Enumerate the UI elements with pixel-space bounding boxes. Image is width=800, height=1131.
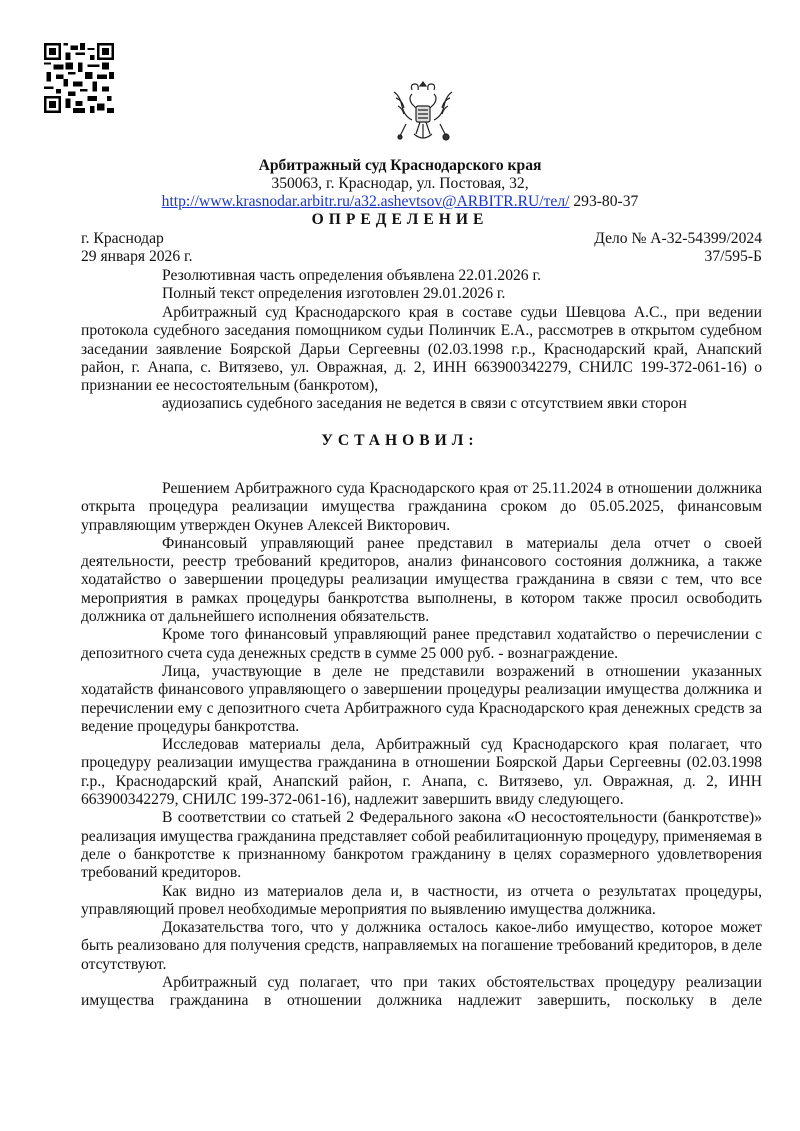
place-case-row bbox=[81, 230, 762, 248]
document-title: ОПРЕДЕЛЕНИЕ bbox=[311, 211, 489, 228]
intro-section bbox=[81, 304, 762, 395]
court-address: 350063, г. Краснодар, ул. Постовая, 32, bbox=[271, 175, 529, 192]
paragraph: Как видно из материалов дела и, в частности, из отчета о результатах процедуры, управляющий провел необходимые мероприятия по выявлению имущества должника. bbox=[81, 882, 762, 918]
document-date: 29 января 2026 г. bbox=[81, 248, 193, 265]
date-reg-row bbox=[81, 248, 762, 266]
resolution-announced: Резолютивная часть определения объявлена 22.01.2026 г. bbox=[162, 267, 542, 284]
established-heading: УСТАНОВИЛ: bbox=[321, 432, 479, 449]
paragraph: Доказательства того, что у должника осталось какое-либо имущество, которое может быть реализовано для получения средств, направляемых на погашение требований кредиторов, в деле отсутствуют. bbox=[81, 919, 762, 973]
registration-number: 37/595-Б bbox=[704, 248, 762, 265]
city: г. Краснодар bbox=[81, 230, 164, 247]
paragraph: Лица, участвующие в деле не представили возражений в отношении указанных ходатайств финансового управляющего о завершении процедуры реализации имущества должника и перечислении ему с депозитного счета Арбитражного суда Краснодарского края денежных средств за ведение процедуры банкротства. bbox=[81, 662, 762, 735]
audio-note: аудиозапись судебного заседания не ведется в связи с отсутствием явки сторон bbox=[162, 395, 687, 412]
paragraph: Арбитражный суд полагает, что при таких обстоятельствах процедуру реализации имущества гражданина в отношении должника надлежит завершить, поскольку в деле bbox=[81, 974, 762, 1010]
paragraph: Финансовый управляющий ранее представил в материалы дела отчет о своей деятельности, реестр требований кредиторов, анализ финансового состояния должника, а также ходатайство о завершении процедуры реализации имущества гражданина в связи с тем, что все мероприятия в рамках процедуры банкротства выполнены, в котором также просил освободить должника от дальнейшего исполнения обязательств. bbox=[81, 534, 762, 626]
court-website-link[interactable]: http://www.krasnodar.arbitr.ru/a32.ashevtsov@ARBITR.RU/тел/ bbox=[161, 193, 570, 210]
paragraph: Решением Арбитражного суда Краснодарского края от 25.11.2024 в отношении должника открыта процедура реализации имущества гражданина сроком до 05.05.2025, финансовым управляющим утвержден Окунев Алексей Викторович. bbox=[81, 480, 762, 534]
paragraph: Кроме того финансовый управляющий ранее представил ходатайство о перечислении с депозитного счета суда денежных средств в сумме 25 000 руб. - вознаграждение. bbox=[81, 626, 762, 662]
court-name: Арбитражный суд Краснодарского края bbox=[258, 157, 542, 174]
full-text-made: Полный текст определения изготовлен 29.01.2026 г. bbox=[162, 285, 506, 302]
paragraph: Исследовав материалы дела, Арбитражный суд Краснодарского края полагает, что процедуру реализации имущества гражданина в отношении Боярской Дарьи Сергеевны (02.03.1998 г.р., Краснодарский край, Анапский район, г. Анапа, с. Витязево, ул. Овражная, д. 2, ИНН 663900342279, СНИЛС 199-372-061-16), надлежит завершить ввиду следующего. bbox=[81, 736, 762, 809]
qr-code-icon bbox=[44, 43, 114, 113]
case-number: Дело № А-32-54399/2024 bbox=[594, 230, 762, 247]
court-contact bbox=[0, 193, 800, 211]
intro-paragraph: Арбитражный суд Краснодарского края в составе судьи Шевцова А.С., при ведении протокола судебного заседания помощником судьи Полинчик Е.А., рассмотрев в открытом судебном заседании заявление Боярской Дарьи Сергеевны (02.03.1998 г.р., Краснодарский край, Анапский район, г. Анапа, с. Витязево, ул. Овражная, д. 2, ИНН 663900342279, СНИЛС 199-372-061-16) о признании ее несостоятельным (банкротом), bbox=[81, 304, 762, 395]
coat-of-arms-icon bbox=[390, 76, 456, 154]
court-phone: 293-80-37 bbox=[569, 193, 639, 210]
paragraph: В соответствии со статьей 2 Федерального закона «О несостоятельности (банкротстве)» реализация имущества гражданина представляет собой реабилитационную процедуру, применяемая в деле о банкротстве к признанному банкротом гражданину в целях соразмерного удовлетворения требований кредиторов. bbox=[81, 809, 762, 882]
main-body bbox=[81, 480, 762, 1011]
